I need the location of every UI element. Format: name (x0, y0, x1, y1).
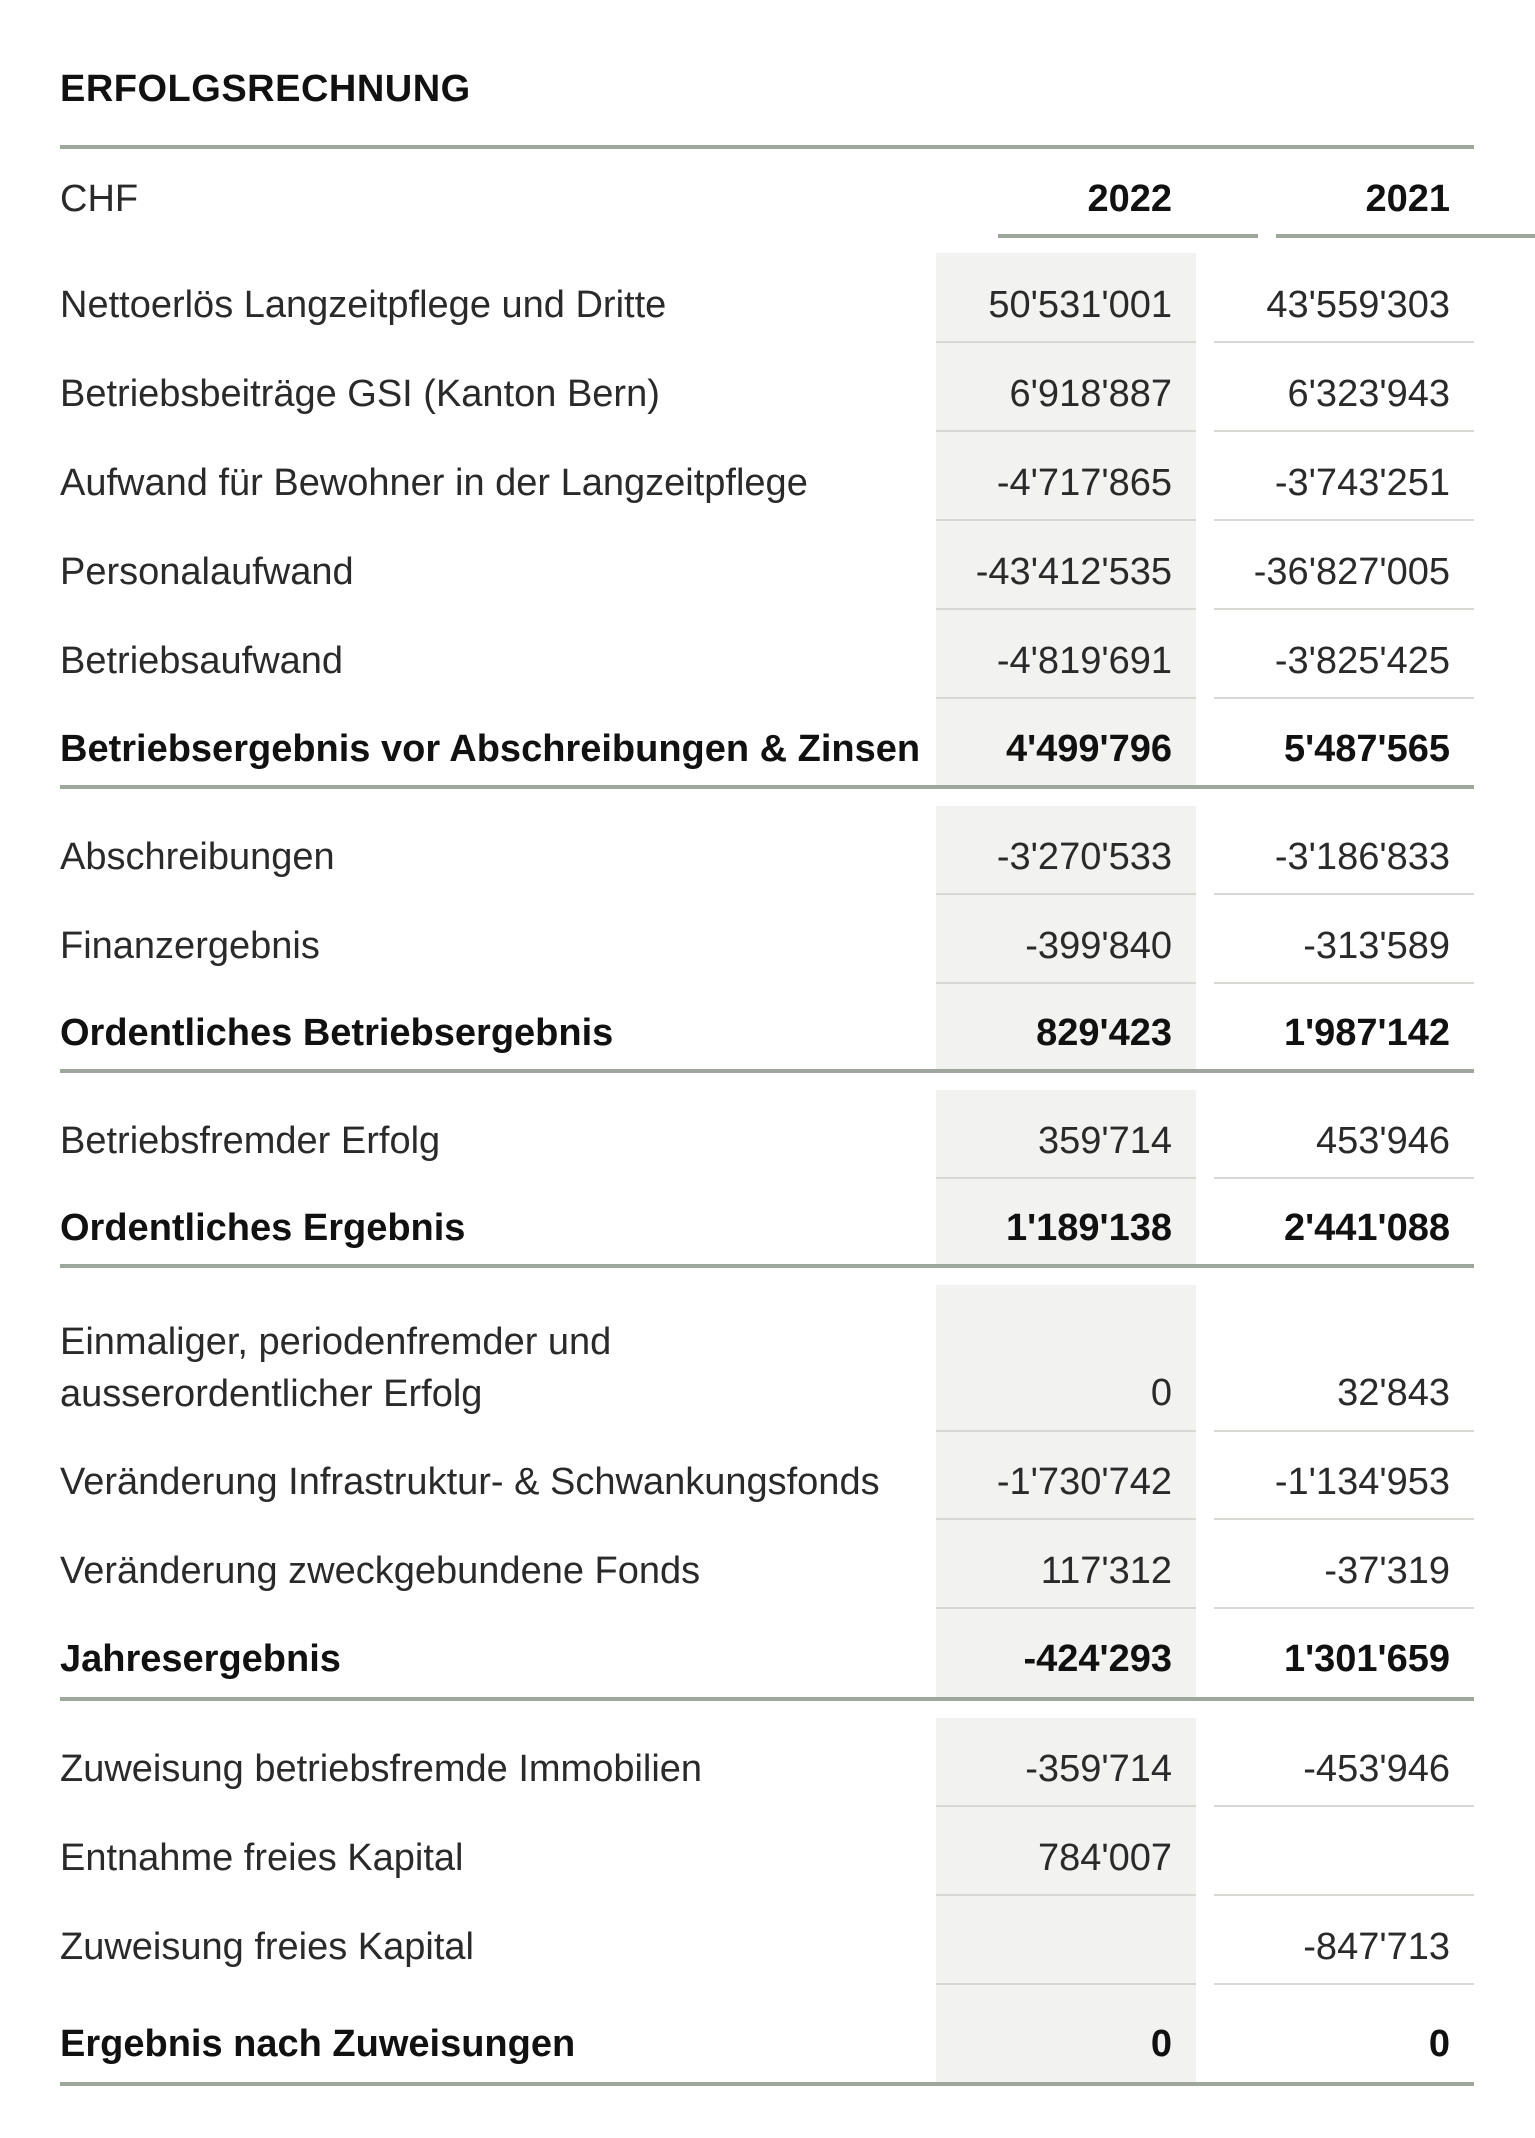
row-separator (936, 430, 1196, 432)
row-separator (1214, 430, 1474, 432)
year-2021-header: 2021 (1365, 178, 1450, 220)
row-separator (1214, 519, 1474, 521)
row-value-2022: 359'714 (1037, 1120, 1172, 1162)
row-separator (936, 1805, 1196, 1807)
row-separator (936, 1518, 1196, 1520)
row-separator (1214, 1177, 1474, 1179)
subtotal-value-2022: 1'189'138 (1005, 1207, 1172, 1249)
currency-label: CHF (60, 178, 139, 220)
row-value-2022: -4'819'691 (996, 640, 1172, 682)
row-label: Nettoerlös Langzeitpflege und Dritte (60, 284, 667, 326)
subtotal-value-2021: 2'441'088 (1283, 1207, 1450, 1249)
row-separator (1214, 1805, 1474, 1807)
row-separator (1214, 1983, 1474, 1985)
row-label: Betriebsfremder Erfolg (60, 1120, 441, 1162)
section-rule (60, 1697, 1474, 1701)
row-separator (936, 893, 1196, 895)
row-separator (936, 608, 1196, 610)
row-value-2021: -847'713 (1303, 1926, 1450, 1968)
row-value-2022: -399'840 (1025, 925, 1172, 967)
subtotal-label: Ordentliches Betriebsergebnis (60, 1012, 614, 1054)
row-separator (1214, 697, 1474, 699)
subtotal-value-2022: 4'499'796 (1005, 728, 1172, 770)
total-value-2022: 0 (1150, 2023, 1172, 2065)
row-value-2021: 32'843 (1337, 1372, 1450, 1414)
subtotal-value-2022: -424'293 (1023, 1638, 1172, 1680)
section-rule (60, 785, 1474, 789)
row-label: Veränderung zweckgebundene Fonds (60, 1550, 701, 1592)
row-separator (1214, 1894, 1474, 1896)
income-statement (60, 0, 1474, 2138)
row-value-2021: 43'559'303 (1266, 284, 1450, 326)
total-label: Ergebnis nach Zuweisungen (60, 2023, 576, 2065)
total-value-2021: 0 (1428, 2023, 1450, 2065)
subtotal-value-2021: 5'487'565 (1283, 728, 1450, 770)
row-separator (1214, 608, 1474, 610)
row-label: Abschreibungen (60, 836, 335, 878)
year-2021-underline (1276, 234, 1535, 238)
row-label: Zuweisung freies Kapital (60, 1926, 474, 1968)
title-rule (60, 145, 1474, 149)
row-label: Entnahme freies Kapital (60, 1837, 464, 1879)
row-value-2021: -1'134'953 (1274, 1461, 1450, 1503)
row-value-2022: 0 (1150, 1372, 1172, 1414)
row-separator (936, 1607, 1196, 1609)
row-label: Betriebsbeiträge GSI (Kanton Bern) (60, 373, 660, 415)
row-separator (1214, 1430, 1474, 1432)
section-rule (60, 1069, 1474, 1073)
subtotal-value-2021: 1'987'142 (1283, 1012, 1450, 1054)
row-value-2022: 784'007 (1037, 1837, 1172, 1879)
row-value-2022: -359'714 (1025, 1748, 1172, 1790)
row-separator (936, 1177, 1196, 1179)
row-label: Finanzergebnis (60, 925, 320, 967)
row-label: Personalaufwand (60, 551, 354, 593)
row-value-2021: -313'589 (1303, 925, 1450, 967)
row-value-2021: -3'743'251 (1274, 462, 1450, 504)
year-2022-underline (998, 234, 1258, 238)
row-value-2022: -4'717'865 (996, 462, 1172, 504)
subtotal-value-2022: 829'423 (1036, 1012, 1172, 1054)
row-label: Einmaliger, periodenfremder und ausserordentlicher Erfolg (60, 1321, 612, 1415)
row-value-2022: -3'270'533 (996, 836, 1172, 878)
row-separator (936, 697, 1196, 699)
row-label: Zuweisung betriebsfremde Immobilien (60, 1748, 703, 1790)
row-label: Betriebsaufwand (60, 640, 344, 682)
row-separator (936, 341, 1196, 343)
row-separator (1214, 982, 1474, 984)
subtotal-label: Jahresergebnis (60, 1638, 341, 1680)
row-value-2021: 6'323'943 (1287, 373, 1450, 415)
row-value-2022: 117'312 (1040, 1550, 1172, 1592)
row-separator (936, 1430, 1196, 1432)
row-value-2022: 6'918'887 (1009, 373, 1172, 415)
section-rule (60, 1264, 1474, 1268)
row-separator (936, 519, 1196, 521)
row-value-2022: -1'730'742 (996, 1461, 1172, 1503)
row-separator (1214, 1607, 1474, 1609)
year-2022-header: 2022 (1087, 178, 1172, 220)
row-value-2021: -3'186'833 (1274, 836, 1450, 878)
subtotal-value-2021: 1'301'659 (1283, 1638, 1450, 1680)
row-value-2021: -37'319 (1324, 1550, 1450, 1592)
row-value-2021: -36'827'005 (1253, 551, 1450, 593)
row-value-2021: -453'946 (1303, 1748, 1450, 1790)
final-rule (60, 2082, 1474, 2086)
row-value-2022: 50'531'001 (988, 284, 1172, 326)
row-separator (936, 1983, 1196, 1985)
row-separator (1214, 341, 1474, 343)
row-separator (936, 982, 1196, 984)
row-value-2021: -3'825'425 (1274, 640, 1450, 682)
row-value-2022: -43'412'535 (975, 551, 1172, 593)
row-label: Aufwand für Bewohner in der Langzeitpflege (60, 462, 808, 504)
subtotal-label: Ordentliches Ergebnis (60, 1207, 466, 1249)
row-separator (1214, 893, 1474, 895)
row-separator (1214, 1518, 1474, 1520)
subtotal-label: Betriebsergebnis vor Abschreibungen & Zinsen (60, 728, 921, 770)
statement-title: ERFOLGSRECHNUNG (60, 68, 471, 110)
row-label: Veränderung Infrastruktur- & Schwankungsfonds (60, 1461, 880, 1503)
row-value-2021: 453'946 (1315, 1120, 1450, 1162)
row-separator (936, 1894, 1196, 1896)
